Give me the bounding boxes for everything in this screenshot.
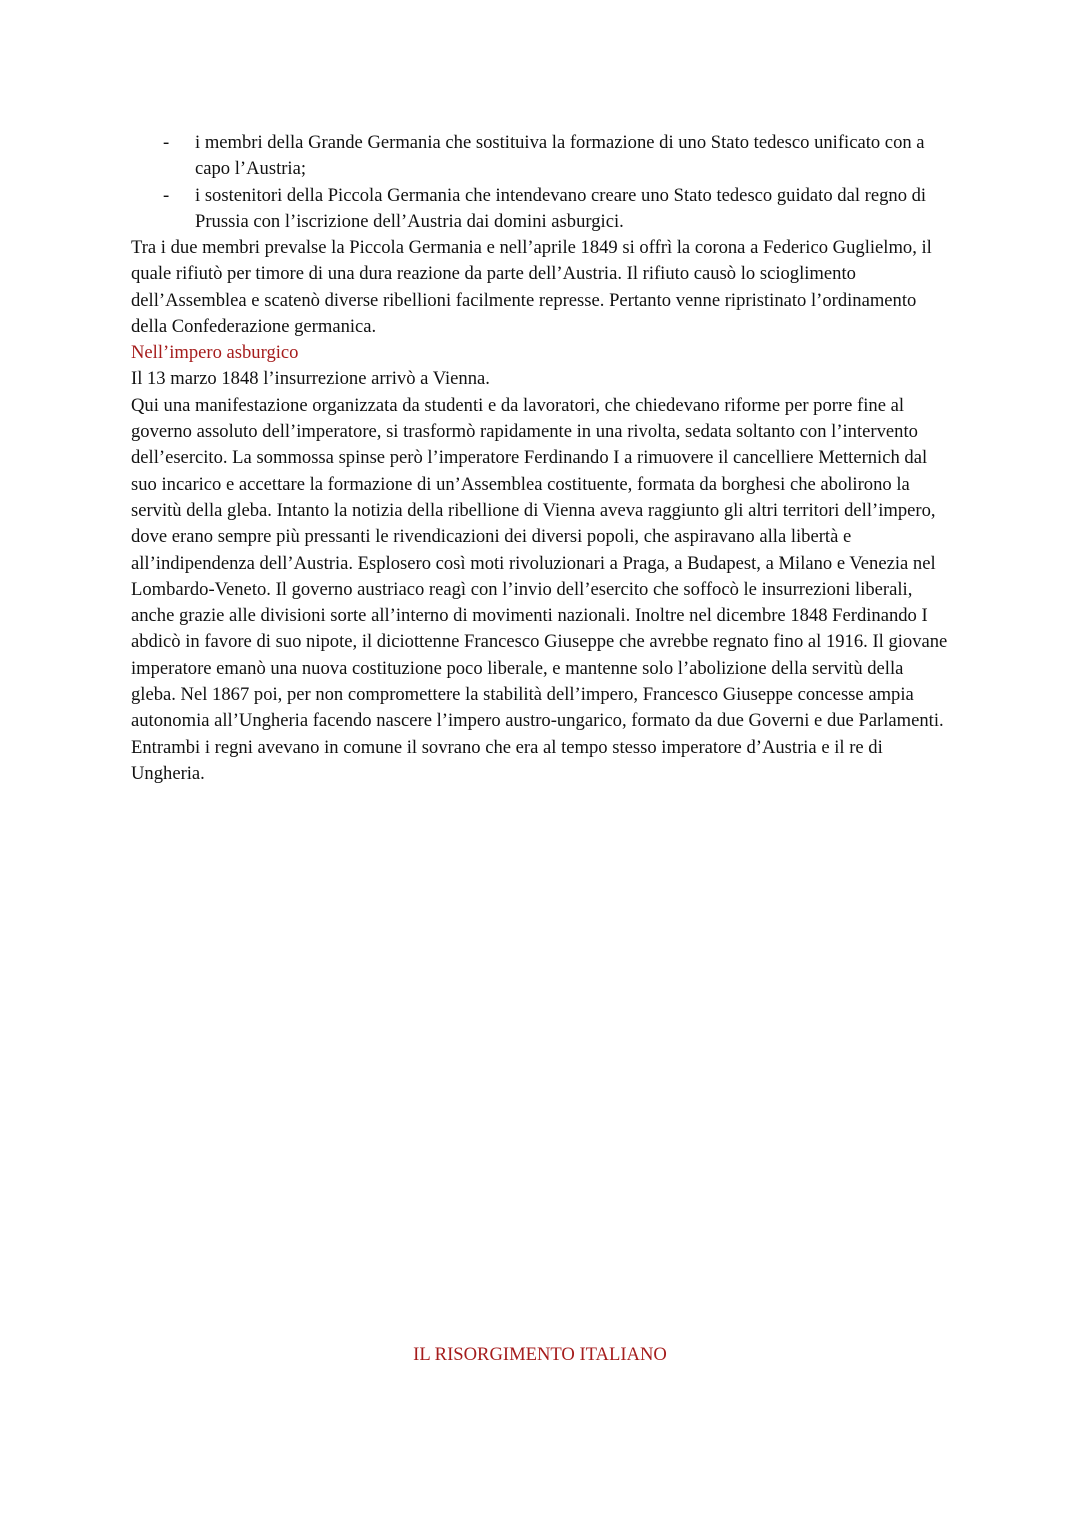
bullet-text: i membri della Grande Germania che sostituiva la formazione di uno Stato tedesco unificato con a capo l’Austria; xyxy=(195,132,925,180)
bullet-text: i sostenitori della Piccola Germania che intendevano creare uno Stato tedesco guidato dal regno di Prussia con l’iscrizione dell’Austria dai domini asburgici. xyxy=(195,184,927,232)
paragraph-vienna-insurrection: Il 13 marzo 1848 l’insurrezione arrivò a Vienna. xyxy=(131,368,490,390)
bullet-dash: - xyxy=(163,184,170,206)
list-item xyxy=(131,130,951,183)
paragraph-piccola-germania: Tra i due membri prevalse la Piccola Germania e nell’aprile 1849 si offrì la corona a Federico Guglielmo, il quale rifiutò per timore di una dura reazione da parte dell’Austria. Il rifiuto causò lo scioglimento dell’Assemblea e scatenò diverse ribellioni facilmente represse. Pertanto venne ripristinato l’ordinamento della Confederazione germanica. xyxy=(131,237,932,337)
list-item xyxy=(131,183,951,236)
bullet-list xyxy=(131,130,951,235)
body-text xyxy=(131,235,951,787)
subheading-impero-asburgico: Nell’impero asburgico xyxy=(131,342,299,364)
section-title: IL RISORGIMENTO ITALIANO xyxy=(413,1344,667,1365)
paragraph-vienna-details: Qui una manifestazione organizzata da studenti e da lavoratori, che chiedevano riforme per porre fine al governo assoluto dell’imperatore, si trasformò rapidamente in una rivolta, sedata soltanto con l’intervento dell’esercito. La sommossa spinse però l’imperatore Ferdinando I a rimuovere il cancelliere Metternich dal suo incarico e accettare la formazione di un’Assemblea costituente, formata da borghesi che abolirono la servitù della gleba. Intanto la notizia della ribellione di Vienna aveva raggiunto gli altri territori dell’impero, dove erano sempre più pressanti le rivendicazioni dei diversi popoli, che aspiravano alla libertà e all’indipendenza dell’Austria. Esplosero così moti rivoluzionari a Praga, a Budapest, a Milano e Venezia nel Lombardo-Veneto. Il governo austriaco reagì con l’invio dell’esercito che soffocò le insurrezioni liberali, anche grazie alle divisioni sorte all’interno di movimenti nazionali. Inoltre nel dicembre 1848 Ferdinando I abdicò in favore di suo nipote, il diciottenne Francesco Giuseppe che avrebbe regnato fino al 1916. Il giovane imperatore emanò una nuova costituzione poco liberale, e mantenne solo l’abolizione della servitù della gleba. Nel 1867 poi, per non compromettere la stabilità dell’impero, Francesco Giuseppe concesse ampia autonomia all’Ungheria facendo nascere l’impero austro-ungarico, formato da due Governi e due Parlamenti. Entrambi i regni avevano in comune il sovrano che era al tempo stesso imperatore d’Austria e il re di Ungheria. xyxy=(131,394,948,784)
bullet-dash: - xyxy=(163,132,170,153)
